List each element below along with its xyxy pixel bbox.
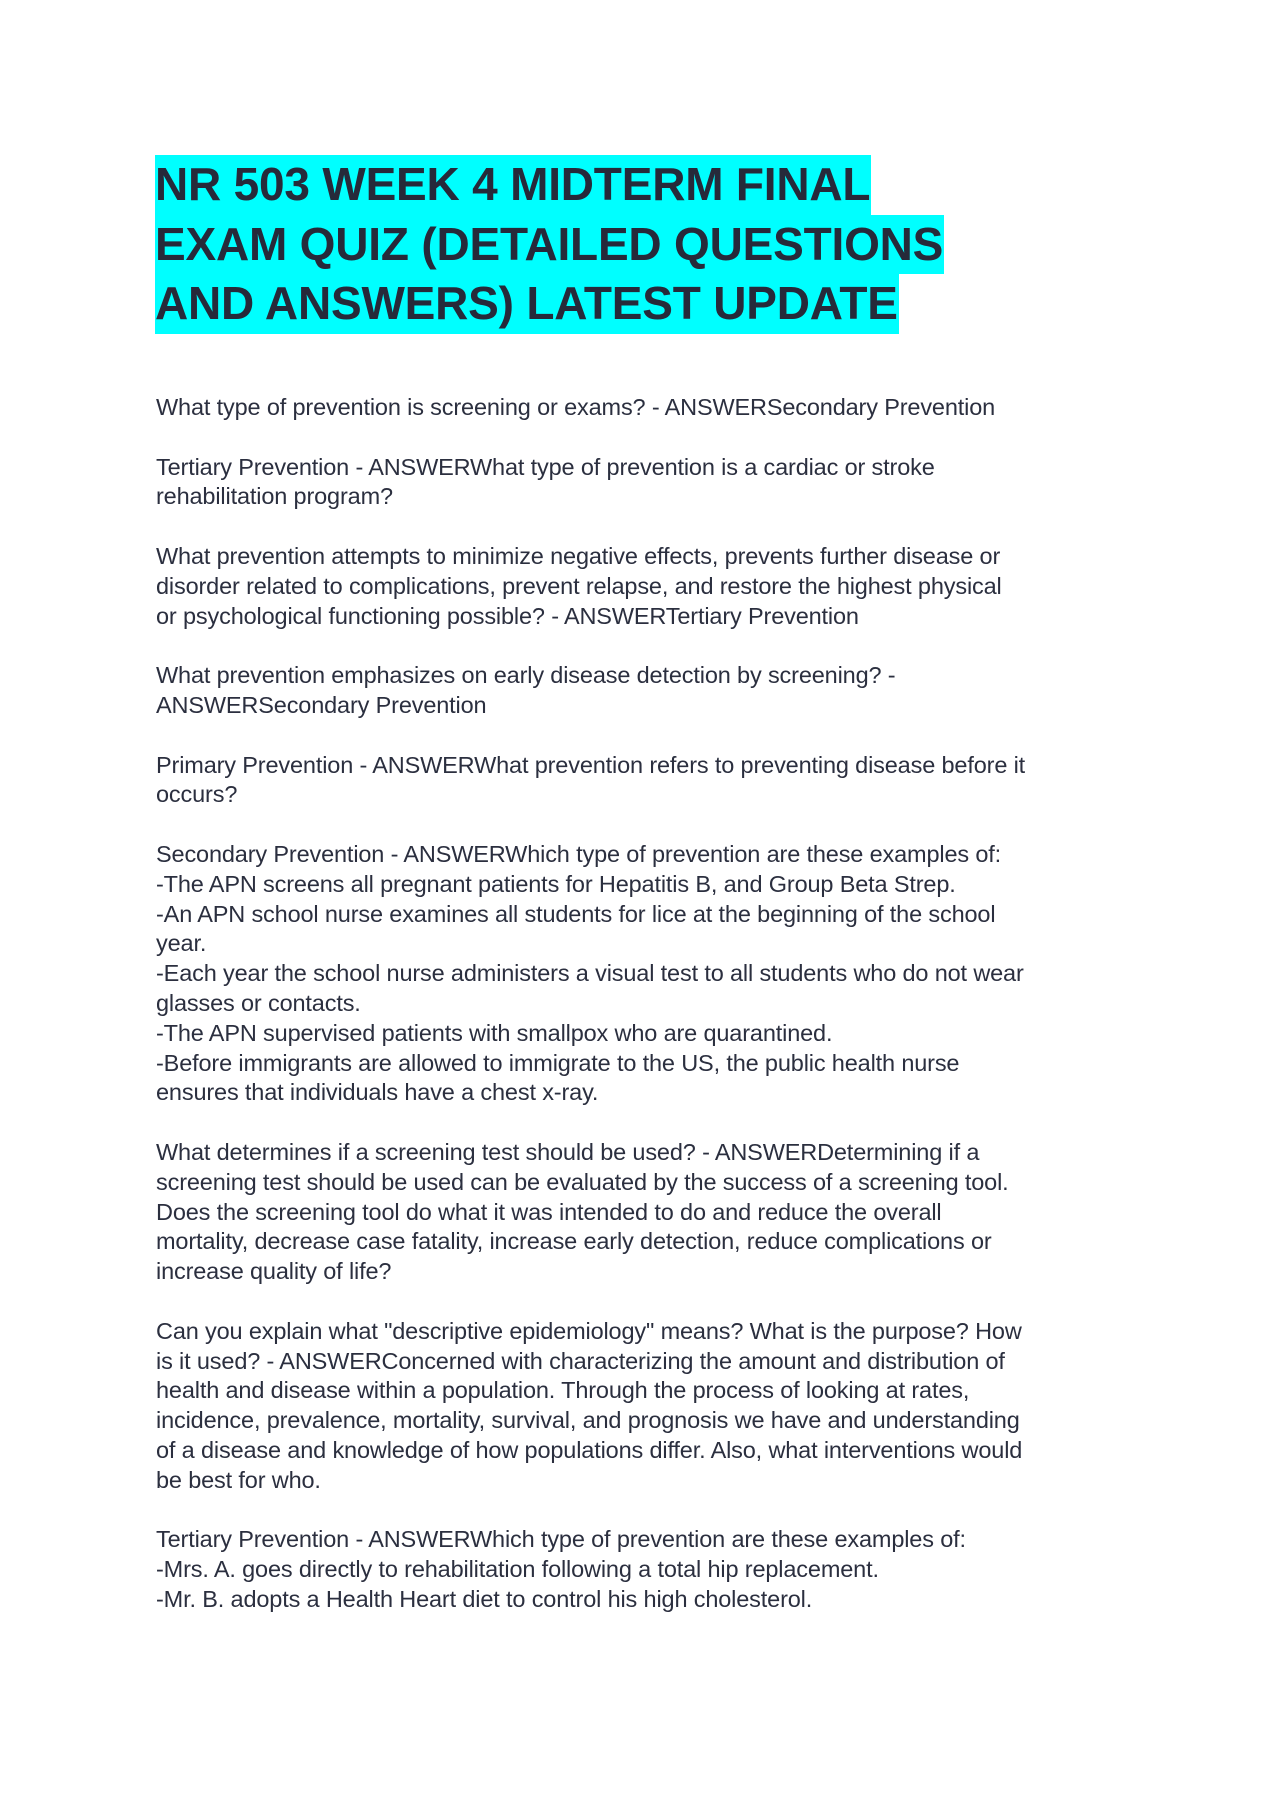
paragraph-line: ensures that individuals have a chest x-ray. xyxy=(156,1079,599,1106)
paragraph-line: -An APN school nurse examines all students for lice at the beginning of the school xyxy=(156,900,996,927)
paragraph-line: rehabilitation program? xyxy=(156,483,393,510)
paragraph-line: health and disease within a population. Through the process of looking at rates, xyxy=(156,1377,970,1404)
paragraph-line: Tertiary Prevention - ANSWERWhich type of prevention are these examples of: xyxy=(156,1526,966,1553)
qa-paragraph xyxy=(156,542,1136,631)
paragraph-line: -Each year the school nurse administers a visual test to all students who do not wear xyxy=(156,960,1024,987)
paragraph-line: of a disease and knowledge of how populations differ. Also, what interventions would xyxy=(156,1436,1023,1463)
paragraph-line: Does the screening tool do what it was intended to do and reduce the overall xyxy=(156,1198,942,1225)
paragraph-line: What prevention attempts to minimize negative effects, prevents further disease or xyxy=(156,542,1001,569)
paragraph-line: occurs? xyxy=(156,781,238,808)
paragraph-line: What determines if a screening test should be used? - ANSWERDetermining if a xyxy=(156,1138,980,1165)
paragraph-line: or psychological functioning possible? - ANSWERTertiary Prevention xyxy=(156,602,859,629)
qa-paragraph xyxy=(156,840,1136,1108)
qa-paragraph xyxy=(156,751,1136,811)
document-title xyxy=(155,155,944,334)
paragraph-line: Tertiary Prevention - ANSWERWhat type of prevention is a cardiac or stroke xyxy=(156,453,935,480)
title-line xyxy=(155,274,944,334)
qa-paragraph xyxy=(156,1317,1136,1496)
paragraph-line: -Mr. B. adopts a Health Heart diet to control his high cholesterol. xyxy=(156,1585,813,1612)
paragraph-line: -Mrs. A. goes directly to rehabilitation following a total hip replacement. xyxy=(156,1556,879,1583)
title-highlight: NR 503 WEEK 4 MIDTERM FINAL xyxy=(155,155,871,215)
qa-paragraph xyxy=(156,1525,1136,1614)
paragraph-line: ANSWERSecondary Prevention xyxy=(156,691,487,718)
paragraph-line: What prevention emphasizes on early disease detection by screening? - xyxy=(156,662,896,689)
title-highlight: AND ANSWERS) LATEST UPDATE xyxy=(155,274,899,334)
qa-paragraph xyxy=(156,393,1136,423)
title-line xyxy=(155,215,944,275)
paragraph-line: What type of prevention is screening or exams? - ANSWERSecondary Prevention xyxy=(156,394,996,420)
paragraph-line: mortality, decrease case fatality, increase early detection, reduce complications or xyxy=(156,1228,992,1255)
qa-paragraph xyxy=(156,661,1136,721)
document-body xyxy=(156,393,1136,1644)
paragraph-line: screening test should be used can be evaluated by the success of a screening tool. xyxy=(156,1168,1009,1195)
paragraph-line: -Before immigrants are allowed to immigrate to the US, the public health nurse xyxy=(156,1049,960,1076)
qa-paragraph xyxy=(156,453,1136,513)
paragraph-line: be best for who. xyxy=(156,1466,321,1493)
title-line xyxy=(155,155,944,215)
paragraph-line: Primary Prevention - ANSWERWhat prevention refers to preventing disease before it xyxy=(156,751,1026,778)
paragraph-line: incidence, prevalence, mortality, survival, and prognosis we have and understanding xyxy=(156,1407,1020,1434)
paragraph-line: -The APN supervised patients with smallpox who are quarantined. xyxy=(156,1019,833,1046)
paragraph-line: year. xyxy=(156,930,207,957)
paragraph-line: -The APN screens all pregnant patients for Hepatitis B, and Group Beta Strep. xyxy=(156,870,956,897)
paragraph-line: increase quality of life? xyxy=(156,1258,392,1285)
paragraph-line: glasses or contacts. xyxy=(156,989,361,1016)
paragraph-line: Secondary Prevention - ANSWERWhich type of prevention are these examples of: xyxy=(156,840,1002,867)
qa-paragraph xyxy=(156,1138,1136,1287)
paragraph-line: is it used? - ANSWERConcerned with characterizing the amount and distribution of xyxy=(156,1347,1005,1374)
paragraph-line: disorder related to complications, prevent relapse, and restore the highest physical xyxy=(156,572,1002,599)
title-highlight: EXAM QUIZ (DETAILED QUESTIONS xyxy=(155,215,944,275)
paragraph-line: Can you explain what "descriptive epidemiology" means? What is the purpose? How xyxy=(156,1317,1022,1344)
